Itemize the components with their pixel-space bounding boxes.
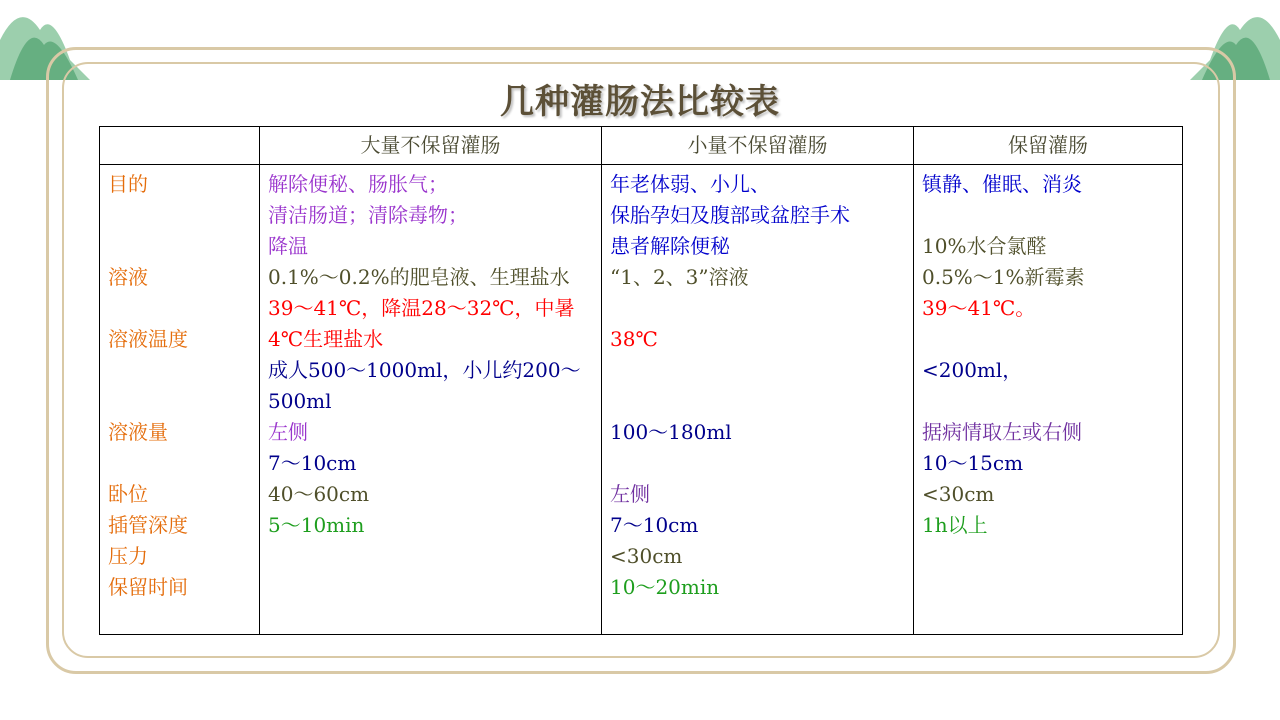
- large-position: 左侧: [268, 420, 308, 444]
- label-solution: 溶液: [108, 265, 148, 289]
- small-purpose-line-2: 保胎孕妇及腹部或盆腔手术: [610, 203, 850, 227]
- comparison-table: [99, 126, 1183, 635]
- small-temperature: 38℃: [610, 327, 658, 351]
- large-purpose-line-1: 解除便秘、肠胀气；: [268, 172, 448, 196]
- retention-solution-2: 0.5%～1%新霉素: [922, 265, 1085, 289]
- retention-cell: [914, 165, 1183, 635]
- label-insertion-depth: 插管深度: [108, 513, 188, 537]
- retention-time: 1h以上: [922, 513, 988, 537]
- small-volume: 100～180ml: [610, 420, 732, 444]
- header-large-non-retention: 大量不保留灌肠: [260, 127, 602, 165]
- large-pressure: 40～60cm: [268, 482, 370, 506]
- header-corner: [100, 127, 260, 165]
- large-retention: 5～10min: [268, 513, 365, 537]
- large-purpose-line-3: 降温: [268, 234, 308, 258]
- small-purpose-line-1: 年老体弱、小儿、: [610, 172, 770, 196]
- large-volume: 成人500～1000ml，小儿约200～500ml: [268, 358, 581, 413]
- large-depth: 7～10cm: [268, 451, 357, 475]
- large-solution: 0.1%～0.2%的肥皂液、生理盐水: [268, 265, 570, 289]
- label-retention-time: 保留时间: [108, 575, 188, 599]
- row-labels-cell: [100, 165, 260, 635]
- small-depth: 7～10cm: [610, 513, 699, 537]
- small-purpose-line-3: 患者解除便秘: [610, 234, 730, 258]
- small-position: 左侧: [610, 482, 650, 506]
- header-retention: 保留灌肠: [914, 127, 1183, 165]
- page-title: 几种灌肠法比较表: [500, 82, 780, 122]
- label-volume: 溶液量: [108, 420, 168, 444]
- large-purpose-line-2: 清洁肠道；清除毒物；: [268, 203, 468, 227]
- retention-depth: 10～15cm: [922, 451, 1024, 475]
- table-row: [100, 165, 1183, 635]
- small-retention: 10～20min: [610, 575, 720, 599]
- table-header-row: [100, 127, 1183, 165]
- small-solution: “1、2、3”溶液: [610, 265, 749, 289]
- label-temperature: 溶液温度: [108, 327, 188, 351]
- large-temperature: 39～41℃，降温28～32℃，中暑4℃生理盐水: [268, 296, 575, 351]
- retention-volume: <200ml，: [922, 358, 1023, 382]
- label-position: 卧位: [108, 482, 148, 506]
- retention-temperature: 39～41℃。: [922, 296, 1036, 320]
- small-pressure: <30cm: [610, 544, 683, 568]
- label-purpose: 目的: [108, 172, 148, 196]
- label-pressure: 压力: [108, 544, 148, 568]
- retention-position: 据病情取左或右侧: [922, 420, 1082, 444]
- header-small-non-retention: 小量不保留灌肠: [602, 127, 914, 165]
- large-non-retention-cell: [260, 165, 602, 635]
- retention-pressure: <30cm: [922, 482, 995, 506]
- retention-purpose: 镇静、催眠、消炎: [922, 172, 1082, 196]
- small-non-retention-cell: [602, 165, 914, 635]
- retention-solution-1: 10%水合氯醛: [922, 234, 1047, 258]
